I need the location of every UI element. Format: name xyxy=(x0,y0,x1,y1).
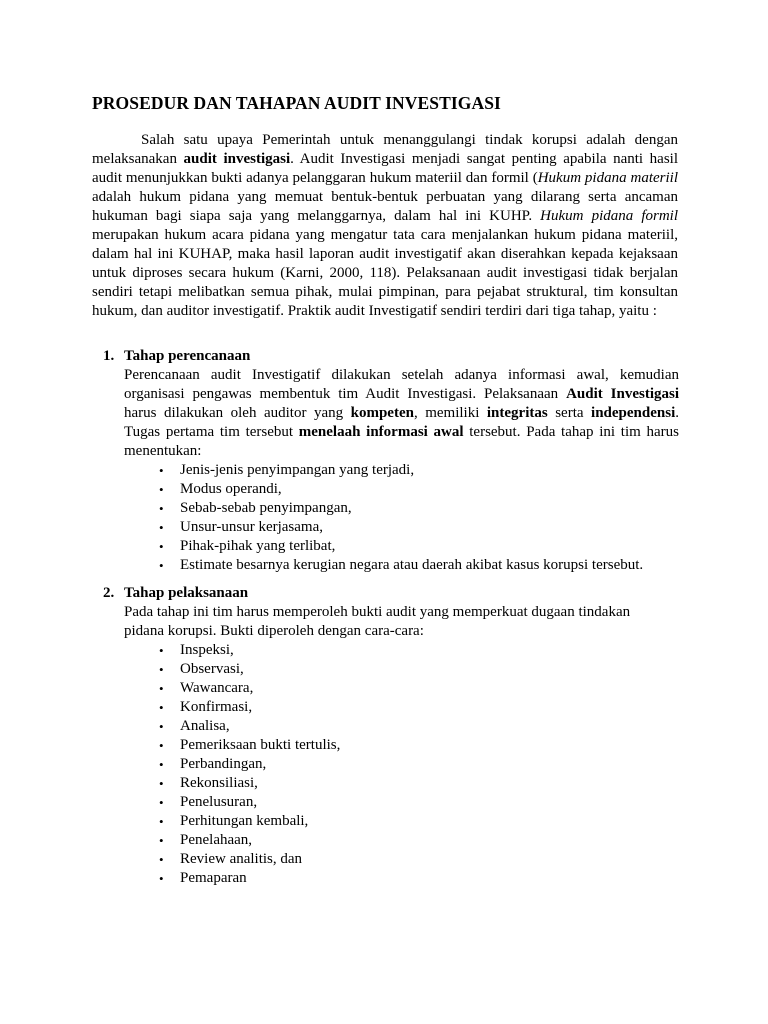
list-item xyxy=(156,698,682,717)
section-title: Tahap pelaksanaan xyxy=(124,585,249,601)
list-item xyxy=(156,793,682,812)
bullet-icon: • xyxy=(159,814,164,829)
intro-paragraph xyxy=(92,131,678,321)
list-item xyxy=(156,736,682,755)
list-item xyxy=(156,774,682,793)
list-item xyxy=(156,461,682,480)
list-item-text: Penelahaan, xyxy=(180,832,253,848)
bold-kompeten: kompeten xyxy=(350,405,414,421)
bullet-icon: • xyxy=(159,501,164,516)
bullet-icon: • xyxy=(159,463,164,478)
section-heading xyxy=(92,584,682,603)
bold-audit-investigasi: Audit Investigasi xyxy=(566,386,679,402)
list-item-text: Jenis-jenis penyimpangan yang terjadi, xyxy=(180,462,415,478)
bullet-icon: • xyxy=(159,539,164,554)
list-item xyxy=(156,831,682,850)
intro-text-3: adalah hukum pidana yang memuat bentuk-bentuk perbuatan yang dilarang serta ancaman hukuman bagi siapa saja yang melanggarnya, dalam hal ini KUHP. xyxy=(92,189,678,224)
list-item xyxy=(156,480,682,499)
bullet-icon: • xyxy=(159,795,164,810)
body-text: harus dilakukan oleh auditor yang xyxy=(124,405,351,421)
body-text: tersebut. Pada tahap ini tim harus menentukan: xyxy=(124,424,680,459)
bullet-list xyxy=(92,641,682,888)
bullet-icon: • xyxy=(159,681,164,696)
bullet-icon: • xyxy=(159,662,164,677)
list-item-text: Unsur-unsur kerjasama, xyxy=(180,519,323,535)
intro-text-1: Salah satu upaya Pemerintah untuk menanggulangi tindak korupsi adalah dengan melaksanakan xyxy=(92,132,678,167)
bullet-list xyxy=(92,461,682,575)
list-item xyxy=(156,850,682,869)
section-pelaksanaan xyxy=(92,584,682,888)
list-item-text: Sebab-sebab penyimpangan, xyxy=(180,500,352,516)
bullet-icon: • xyxy=(159,833,164,848)
list-item xyxy=(156,518,682,537)
list-item-text: Review analitis, dan xyxy=(180,851,303,867)
list-item-text: Pemeriksaan bukti tertulis, xyxy=(180,737,341,753)
list-item-text: Observasi, xyxy=(180,661,244,677)
list-item xyxy=(156,812,682,831)
section-number: 1. xyxy=(103,348,115,364)
list-item-text: Konfirmasi, xyxy=(180,699,253,715)
intro-bold-audit-investigasi: audit investigasi xyxy=(183,151,291,167)
list-item-text: Penelusuran, xyxy=(180,794,258,810)
list-item xyxy=(156,641,682,660)
list-item xyxy=(156,869,682,888)
bullet-icon: • xyxy=(159,700,164,715)
bold-independensi: independensi xyxy=(591,405,676,421)
list-item xyxy=(156,755,682,774)
bullet-icon: • xyxy=(159,852,164,867)
list-item-text: Pihak-pihak yang terlibat, xyxy=(180,538,336,554)
bullet-icon: • xyxy=(159,738,164,753)
body-text: . Tugas pertama tim tersebut xyxy=(124,405,679,440)
body-text: serta xyxy=(547,405,592,421)
list-item xyxy=(156,717,682,736)
intro-italic-hukum-materiil: Hukum pidana materiil xyxy=(537,170,678,186)
list-item xyxy=(156,499,682,518)
list-item-text: Rekonsiliasi, xyxy=(180,775,258,791)
bold-menelaah-informasi-awal: menelaah informasi awal xyxy=(298,424,464,440)
list-item-text: Wawancara, xyxy=(180,680,254,696)
bullet-icon: • xyxy=(159,520,164,535)
list-item-text: Perhitungan kembali, xyxy=(180,813,309,829)
bullet-icon: • xyxy=(159,558,164,573)
bold-integritas: integritas xyxy=(486,405,548,421)
bullet-icon: • xyxy=(159,643,164,658)
bullet-icon: • xyxy=(159,776,164,791)
section-heading xyxy=(92,347,682,366)
list-item xyxy=(156,556,682,575)
list-item xyxy=(156,537,682,556)
intro-italic-hukum-formil: Hukum pidana formil xyxy=(540,208,678,224)
list-item-text: Estimate besarnya kerugian negara atau daerah akibat kasus korupsi tersebut. xyxy=(180,557,644,573)
list-item-text: Modus operandi, xyxy=(180,481,282,497)
body-text: , memiliki xyxy=(413,405,487,421)
section-number: 2. xyxy=(103,585,115,601)
list-item xyxy=(156,679,682,698)
list-item-text: Pemaparan xyxy=(180,870,247,886)
list-item-text: Perbandingan, xyxy=(180,756,267,772)
section-perencanaan xyxy=(92,347,682,575)
intro-text-4: merupakan hukum acara pidana yang mengatur tata cara menjalankan hukum pidana materiil, dalam hal ini KUHAP, maka hasil laporan audit investigatif akan diserahkan kepada kejaksaan untuk diproses secara hukum (Karni, 2000, 118). Pelaksanaan audit investigasi tidak berjalan sendiri tetapi melibatkan semua pihak, mulai pimpinan, para pejabat struktural, tim konsultan hukum, dan auditor investigatif. Praktik audit Investigatif sendiri terdiri dari tiga tahap, yaitu : xyxy=(92,227,678,319)
bullet-icon: • xyxy=(159,757,164,772)
section-body xyxy=(124,366,679,461)
section-title: Tahap perencanaan xyxy=(124,348,251,364)
bullet-icon: • xyxy=(159,871,164,886)
section-body: Pada tahap ini tim harus memperoleh bukti audit yang memperkuat dugaan tindakan pidana korupsi. Bukti diperoleh dengan cara-cara: xyxy=(124,604,631,639)
body-text: Perencanaan audit Investigatif dilakukan setelah adanya informasi awal, kemudian organisasi pengawas membentuk tim Audit Investigasi. Pelaksanaan xyxy=(124,367,679,402)
list-item xyxy=(156,660,682,679)
bullet-icon: • xyxy=(159,482,164,497)
list-item-text: Analisa, xyxy=(180,718,230,734)
bullet-icon: • xyxy=(159,719,164,734)
document-title: PROSEDUR DAN TAHAPAN AUDIT INVESTIGASI xyxy=(92,93,501,113)
intro-text-2: . Audit Investigasi menjadi sangat penting apabila nanti hasil audit menunjukkan bukti adanya pelanggaran hukum materiil dan formil ( xyxy=(92,151,678,186)
list-item-text: Inspeksi, xyxy=(180,642,234,658)
